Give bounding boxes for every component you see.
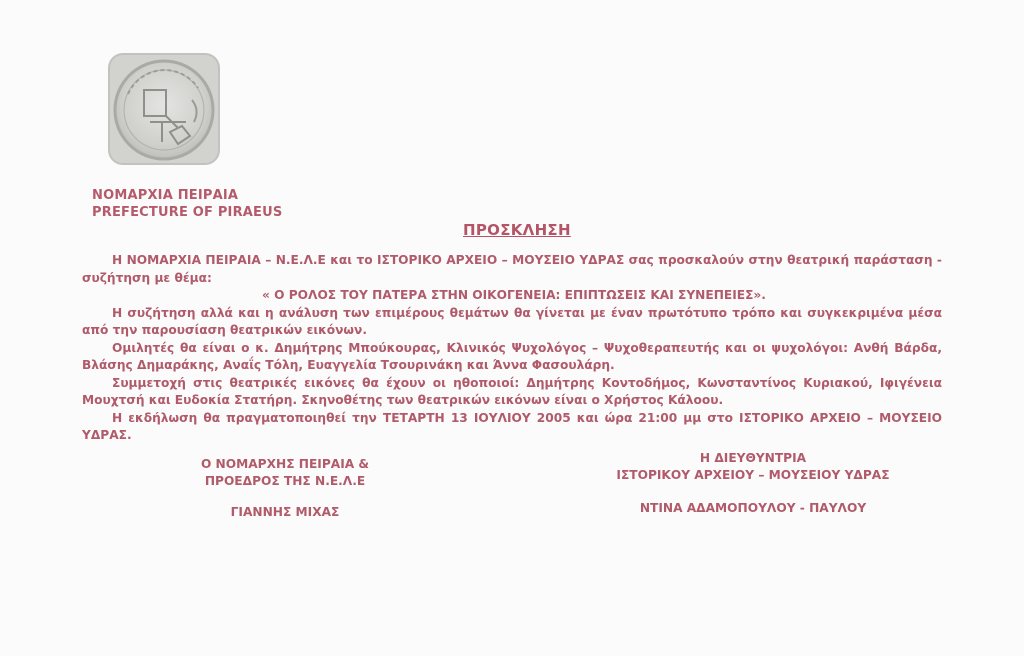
document-title: ΠΡΟΣΚΛΗΣΗ (463, 221, 571, 239)
paragraph-date-venue: Η εκδήλωση θα πραγματοποιηθεί την ΤΕΤΑΡΤΗ 13 ΙΟΥΛΙΟΥ 2005 και ώρα 21:00 μμ στο ΙΣΤΟΡΙΚΟ ΑΡΧΕΙΟ – ΜΟΥΣΕΙΟ ΥΔΡΑΣ. (82, 410, 942, 442)
left-signatory-title (170, 456, 400, 490)
left-title-line-1: Ο ΝΟΜΑΡΧΗΣ ΠΕΙΡΑΙΑ & (200, 457, 370, 471)
right-title-line-1: Η ΔΙΕΥΘΥΝΤΡΙΑ (699, 451, 807, 465)
paragraph-intro: Η ΝΟΜΑΡΧΙΑ ΠΕΙΡΑΙΑ – Ν.Ε.Λ.Ε και το ΙΣΤΟΡΙΚΟ ΑΡΧΕΙΟ – ΜΟΥΣΕΙΟ ΥΔΡΑΣ σας προσκαλούν στην θεατρική παράσταση - συζήτηση με θέμα: (82, 253, 942, 285)
invitation-body (82, 252, 942, 445)
left-signatory-name: ΓΙΑΝΝΗΣ ΜΙΧΑΣ (230, 505, 340, 519)
paragraph-speakers: Ομιλητές θα είναι ο κ. Δημήτρης Μπούκουρας, Κλινικός Ψυχολόγος – Ψυχοθεραπευτής και οι ψυχολόγοι: Ανθή Βάρδα, Βλάσης Δημαράκης, Αναΐς Τόλη, Ευαγγελία Τσουρινάκη και Άννα Φασουλάρη. (82, 340, 942, 372)
event-theme-quote: « Ο ΡΟΛΟΣ ΤΟΥ ΠΑΤΕΡΑ ΣΤΗΝ ΟΙΚΟΓΕΝΕΙΑ: ΕΠΙΠΤΩΣΕΙΣ ΚΑΙ ΣΥΝΕΠΕΙΕΣ». (262, 288, 766, 302)
right-signatory-title (598, 450, 908, 484)
prefecture-name-english: PREFECTURE OF PIRAEUS (92, 205, 283, 220)
paragraph-discussion: Η συζήτηση αλλά και η ανάλυση των επιμέρους θεμάτων θα γίνεται με έναν πρωτότυπο τρόπο και συγκεκριμένα μέσα από την παρουσίαση θεατρικών εικόνων. (82, 305, 942, 337)
right-signatory-name: ΝΤΙΝΑ ΑΔΑΜΟΠΟΥΛΟΥ - ΠΑΥΛΟΥ (639, 501, 867, 515)
seal-emblem-icon (106, 50, 222, 168)
left-title-line-2: ΠΡΟΕΔΡΟΣ ΤΗΣ Ν.Ε.Λ.Ε (204, 474, 366, 488)
right-title-line-2: ΙΣΤΟΡΙΚΟΥ ΑΡΧΕΙΟΥ – ΜΟΥΣΕΙΟΥ ΥΔΡΑΣ (616, 468, 890, 482)
paragraph-actors: Συμμετοχή στις θεατρικές εικόνες θα έχουν οι ηθοποιοί: Δημήτρης Κοντοδήμος, Κωνσταντίνος Κυριακού, Ιφιγένεια Μουχτσή και Ευδοκία Στατήρη. Σκηνοθέτης των θεατρικών εικόνων είναι ο Χρήστος Κάλοου. (82, 375, 942, 407)
prefecture-name-greek: ΝΟΜΑΡΧΙΑ ΠΕΙΡΑΙΑ (92, 188, 239, 203)
